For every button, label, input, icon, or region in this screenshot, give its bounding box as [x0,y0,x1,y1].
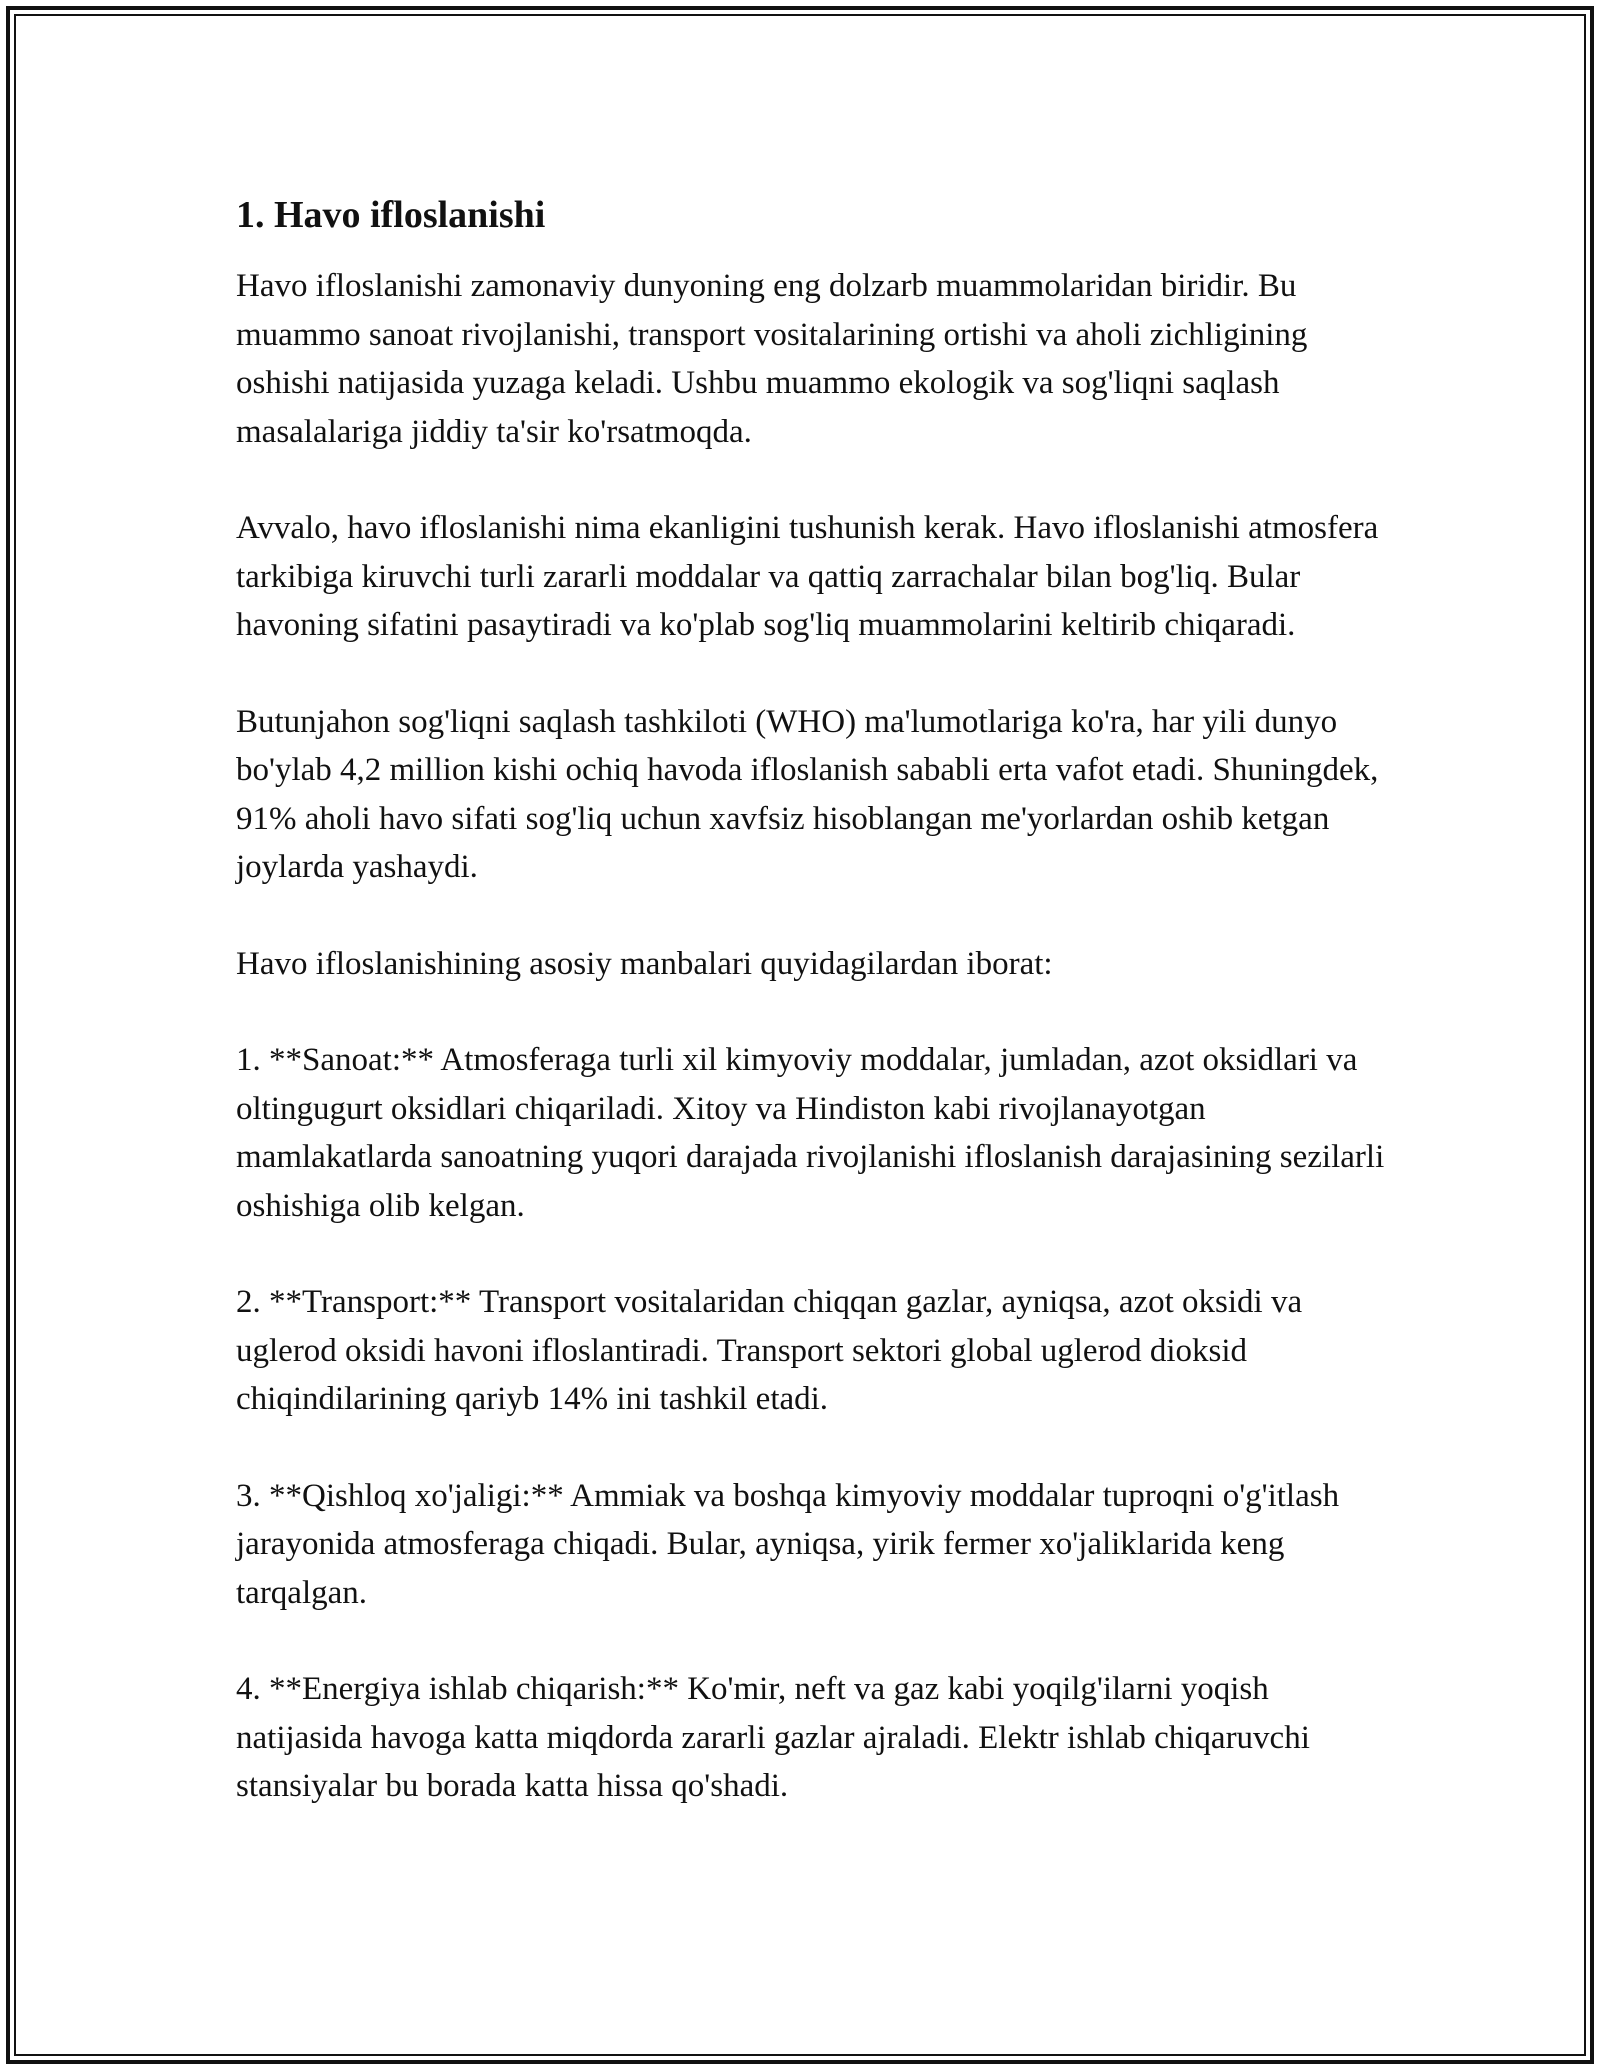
list-item-energy: 4. **Energiya ishlab chiqarish:** Ko'mir, neft va gaz kabi yoqilg'ilarni yoqish natijasida havoga katta miqdorda zararli gazlar ajraladi. Elektr ishlab chiqaruvchi stansiyalar bu borada katta hissa qo'shadi. [236,1671,1310,1804]
list-item-transport: 2. **Transport:** Transport vositalaridan chiqqan gazlar, ayniqsa, azot oksidi va uglerod oksidi havoni ifloslantiradi. Transport sektori global uglerod dioksid chiqindilarining qariyb 14% ini tashkil etadi. [236,1284,1303,1417]
list-item-industry: 1. **Sanoat:** Atmosferaga turli xil kimyoviy moddalar, jumladan, azot oksidlari va oltingugurt oksidlari chiqariladi. Xitoy va Hindiston kabi rivojlanayotgan mamlakatlarda sanoatning yuqori darajada rivojlanishi ifloslanish darajasining sezilarli oshishiga olib kelgan. [236,1042,1385,1224]
section-heading: 1. Havo ifloslanishi [236,194,546,236]
paragraph-intro: Havo ifloslanishi zamonaviy dunyoning eng dolzarb muammolaridan biridir. Bu muammo sanoat rivojlanishi, transport vositalarining ortishi va aholi zichligining oshishi natijasida yuzaga keladi. Ushbu muammo ekologik va sog'liqni saqlash masalalariga jiddiy ta'sir ko'rsatmoqda. [236,268,1308,450]
paragraph-sources-intro: Havo ifloslanishining asosiy manbalari quyidagilardan iborat: [236,945,1053,982]
paragraph-who-statistics: Butunjahon sog'liqni saqlash tashkiloti (WHO) ma'lumotlariga ko'ra, har yili dunyo bo'ylab 4,2 million kishi ochiq havoda ifloslanish sababli erta vafot etadi. Shuningdek, 91% aholi havo sifati sog'liq uchun xavfsiz hisoblangan me'yorlardan oshib ketgan joylarda yashaydi. [236,703,1379,885]
document-body [236,186,1386,1811]
list-item-agriculture: 3. **Qishloq xo'jaligi:** Ammiak va boshqa kimyoviy moddalar tuproqni o'g'itlash jarayonida atmosferaga chiqadi. Bular, ayniqsa, yirik fermer xo'jaliklarida keng tarqalgan. [236,1477,1340,1611]
paragraph-definition: Avvalo, havo ifloslanishi nima ekanligini tushunish kerak. Havo ifloslanishi atmosfera tarkibiga kiruvchi turli zararli moddalar va qattiq zarrachalar bilan bog'liq. Bular havoning sifatini pasaytiradi va ko'plab sog'liq muammolarini keltirib chiqaradi. [236,510,1379,643]
